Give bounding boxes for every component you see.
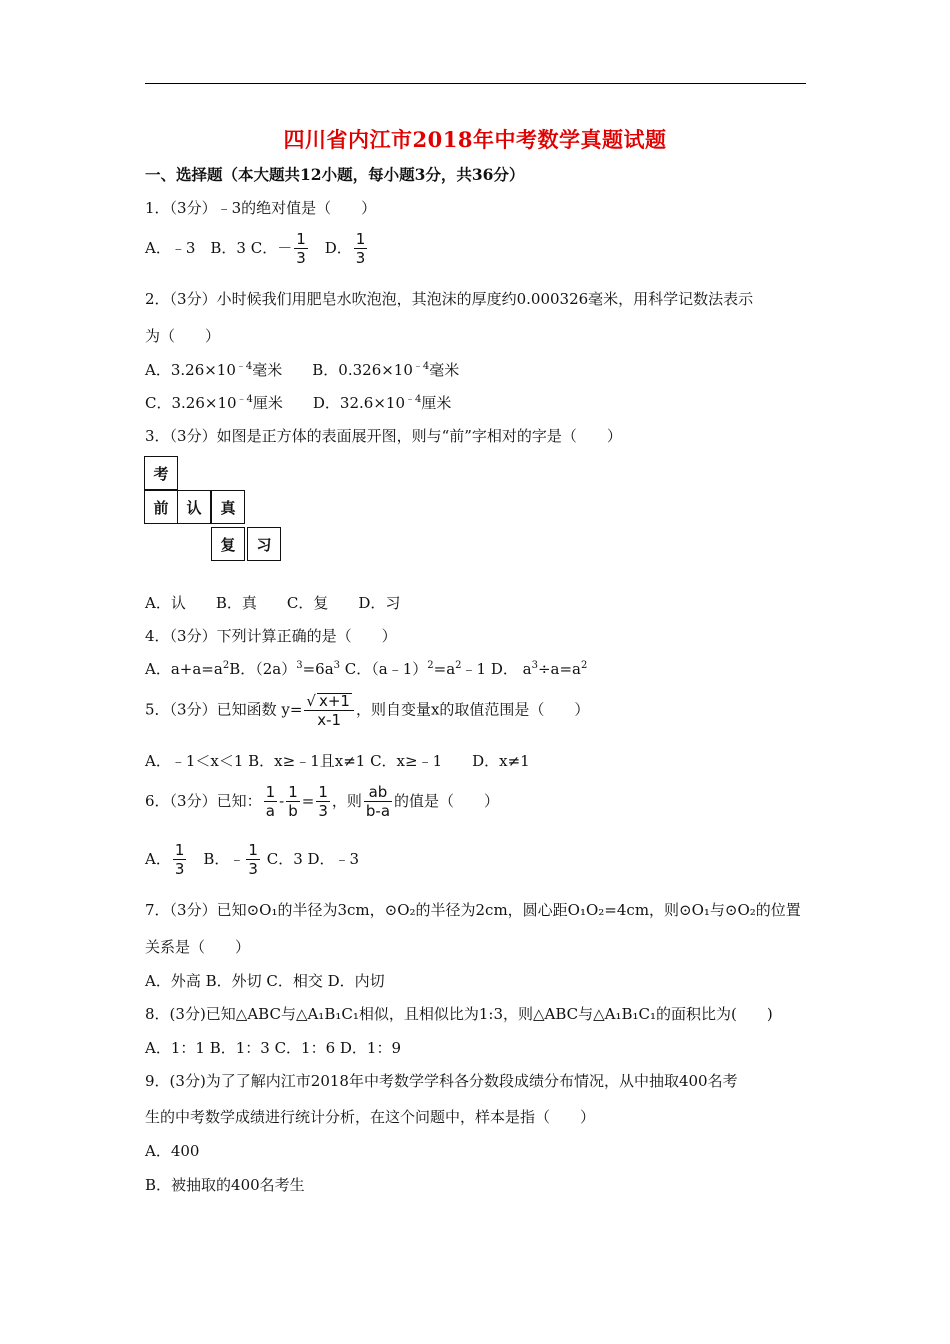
q6-stem: 6．（3分）已知： $\frac{1}{a}$ - $\frac{1}{b}$ = $\frac{1}{3}$ ，则 $\frac{ab}{b-a}$ 的值是（ ） — [145, 783, 500, 820]
q6-opt-a-frac: $\frac{1}{3}$ — [174, 841, 185, 878]
q9-stem-line2: 生的中考数学成绩进行统计分析，在这个问题中，样本是指（ ） — [145, 1108, 596, 1126]
q4-stem: 4．（3分）下列计算正确的是（ ） — [145, 627, 397, 645]
q6-frac-13: $\frac{1}{3}$ — [318, 783, 328, 820]
q1-fraction-c: $\frac{1}{3}$ — [296, 230, 306, 267]
q5-options: A．﹣1＜x＜1 B．x≥﹣1且x≠1 C．x≥﹣1 D．x≠1 — [145, 752, 530, 770]
q9-option-a: A．400 — [145, 1142, 200, 1160]
q1-option-d: D． — [309, 239, 352, 257]
q6-frac-1b: $\frac{1}{b}$ — [288, 783, 298, 820]
q2-options-ab: A．$3.26\times 10^{﹣4}$毫米 B．$0.326\times 10^{﹣4}$毫米 — [145, 361, 460, 379]
page-title: 四川省内江市2018年中考数学真题试题 — [283, 127, 667, 152]
q2-options-cd: C．$3.26\times 10^{﹣4}$厘米 D．$32.6\times 10^{﹣4}$厘米 — [145, 394, 452, 412]
q1-fraction-d: $\frac{1}{3}$ — [355, 230, 366, 267]
q7-options: A．外高 B．外切 C．相交 D．内切 — [145, 972, 385, 990]
net-cell: 复 — [211, 527, 245, 561]
q7-stem-line1: 7．（3分）已知⊙O₁的半径为3cm，⊙O₂的半径为2cm，圆心距O₁O₂=4cm，则⊙O₁与⊙O₂的位置 — [145, 901, 801, 919]
net-cell: 认 — [177, 490, 211, 524]
q8-options: A．1：1 B．1：3 C．1：6 D．1：9 — [145, 1039, 402, 1057]
section-heading: 一、选择题（本大题共12小题，每小题3分，共36分） — [145, 165, 525, 184]
q8-stem: 8．(3分)已知△ABC与△A₁B₁C₁相似，且相似比为1:3，则△ABC与△A₁B₁C₁的面积比为( ) — [145, 1005, 773, 1023]
q4-options: A．$a+a=a^2B$．$(2a)^3=6a^3$ C．$(a﹣1)^2=a^2﹣1$ D． $a^3\div a=a^2$ — [145, 660, 588, 678]
header-rule — [145, 83, 806, 84]
q3-options: A．认 B．真 C．复 D．习 — [145, 594, 401, 612]
q2-stem-line2: 为（ ） — [145, 327, 221, 345]
q1-neg: － — [277, 239, 293, 257]
q1-options — [145, 232, 369, 266]
net-cell: 习 — [247, 527, 281, 561]
q6-frac-ab: $\frac{ab}{b-a}$ — [365, 783, 391, 820]
q1-stem: 1．（3分）﹣3的绝对值是（ ） — [145, 199, 377, 217]
q9-stem-line1: 9．(3分)为了了解内江市2018年中考数学学科各分数段成绩分布情况，从中抽取400名考 — [145, 1072, 738, 1090]
net-cell: 前 — [144, 490, 178, 524]
q5-fraction: $\frac{√ x+1}{x-1}$ — [304, 693, 354, 728]
q6-options: A． $\frac{1}{3}$ B．﹣ $\frac{1}{3}$ C．3 D．﹣3 — [145, 841, 360, 878]
q5-stem: 5．（3分）已知函数 y= $\frac{√ x+1}{x-1}$ ，则自变量x的取值范围是（ ） — [145, 692, 590, 729]
q1-option-ab: A．﹣3 B．3 C． — [145, 239, 278, 257]
net-cell: 考 — [144, 456, 178, 490]
q3-stem: 3．（3分）如图是正方体的表面展开图，则与“前”字相对的字是（ ） — [145, 427, 622, 445]
q6-frac-1a: $\frac{1}{a}$ — [265, 783, 276, 820]
q6-opt-b-frac: $\frac{1}{3}$ — [248, 841, 258, 878]
net-cell: 真 — [211, 490, 245, 524]
q2-stem-line1: 2．（3分）小时候我们用肥皂水吹泡泡，其泡沫的厚度约0.000326毫米，用科学记数法表示 — [145, 290, 754, 308]
q7-stem-line2: 关系是（ ） — [145, 938, 251, 956]
q9-option-b: B．被抽取的400名考生 — [145, 1176, 305, 1194]
